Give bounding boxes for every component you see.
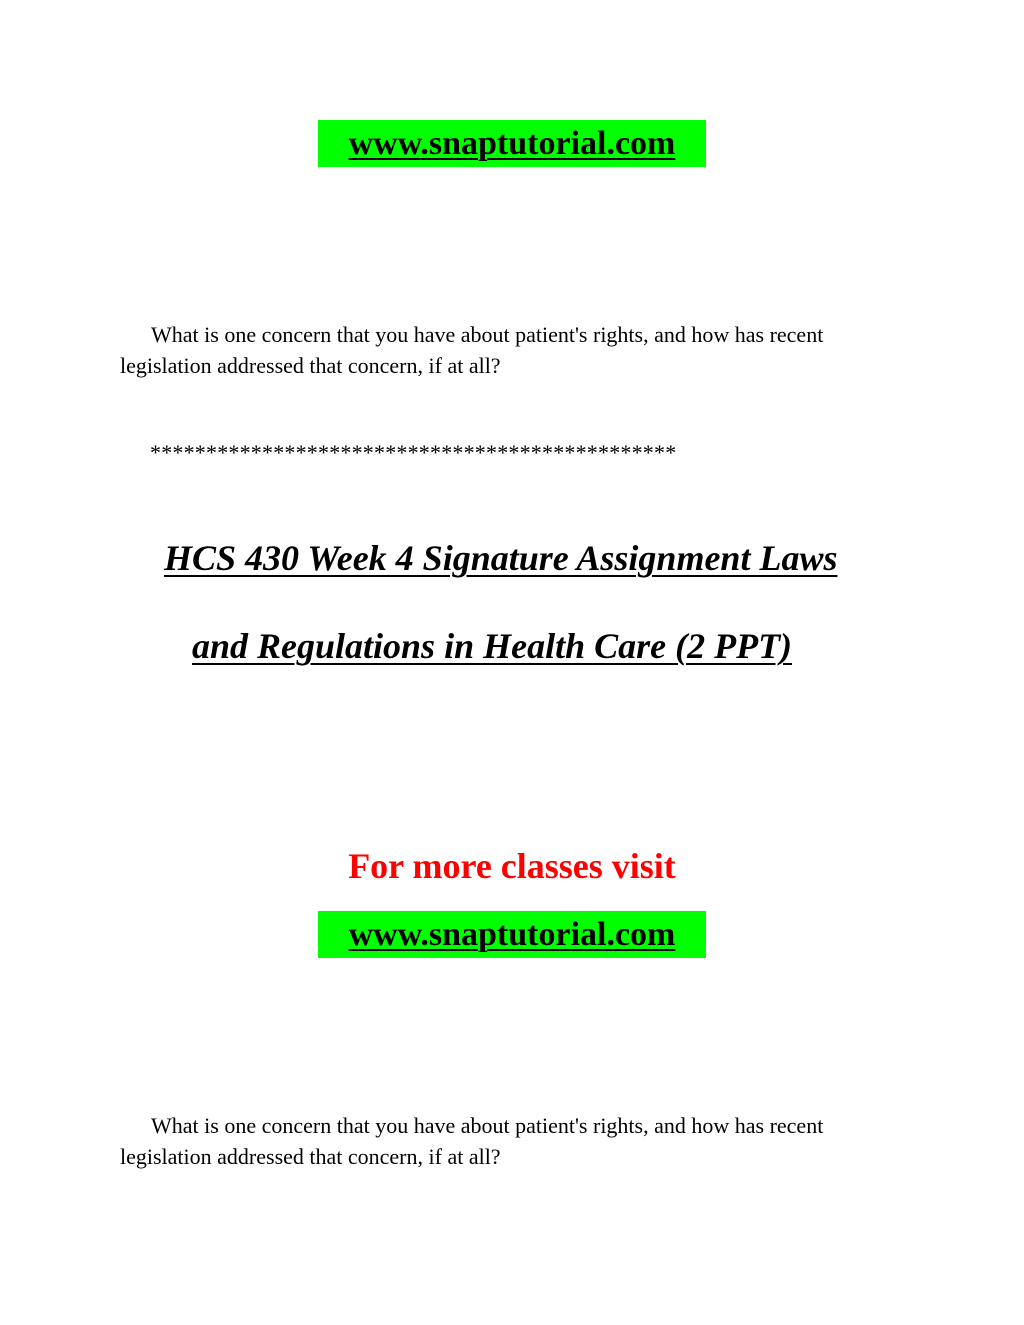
separator-stars: *********************************************** bbox=[150, 440, 677, 465]
course-title-line-2: and Regulations in Health Care (2 PPT) bbox=[192, 626, 793, 666]
question-text-bottom: What is one concern that you have about patient's rights, and how has recent legislation addressed that concern, if at all? bbox=[120, 1113, 824, 1169]
site-link-top[interactable]: www.snaptutorial.com bbox=[318, 120, 706, 167]
site-link-bottom[interactable]: www.snaptutorial.com bbox=[318, 911, 706, 958]
course-title-line-1: HCS 430 Week 4 Signature Assignment Laws bbox=[164, 538, 838, 578]
question-text-top: What is one concern that you have about patient's rights, and how has recent legislation addressed that concern, if at all? bbox=[120, 322, 824, 378]
more-classes-heading: For more classes visit bbox=[348, 846, 676, 886]
